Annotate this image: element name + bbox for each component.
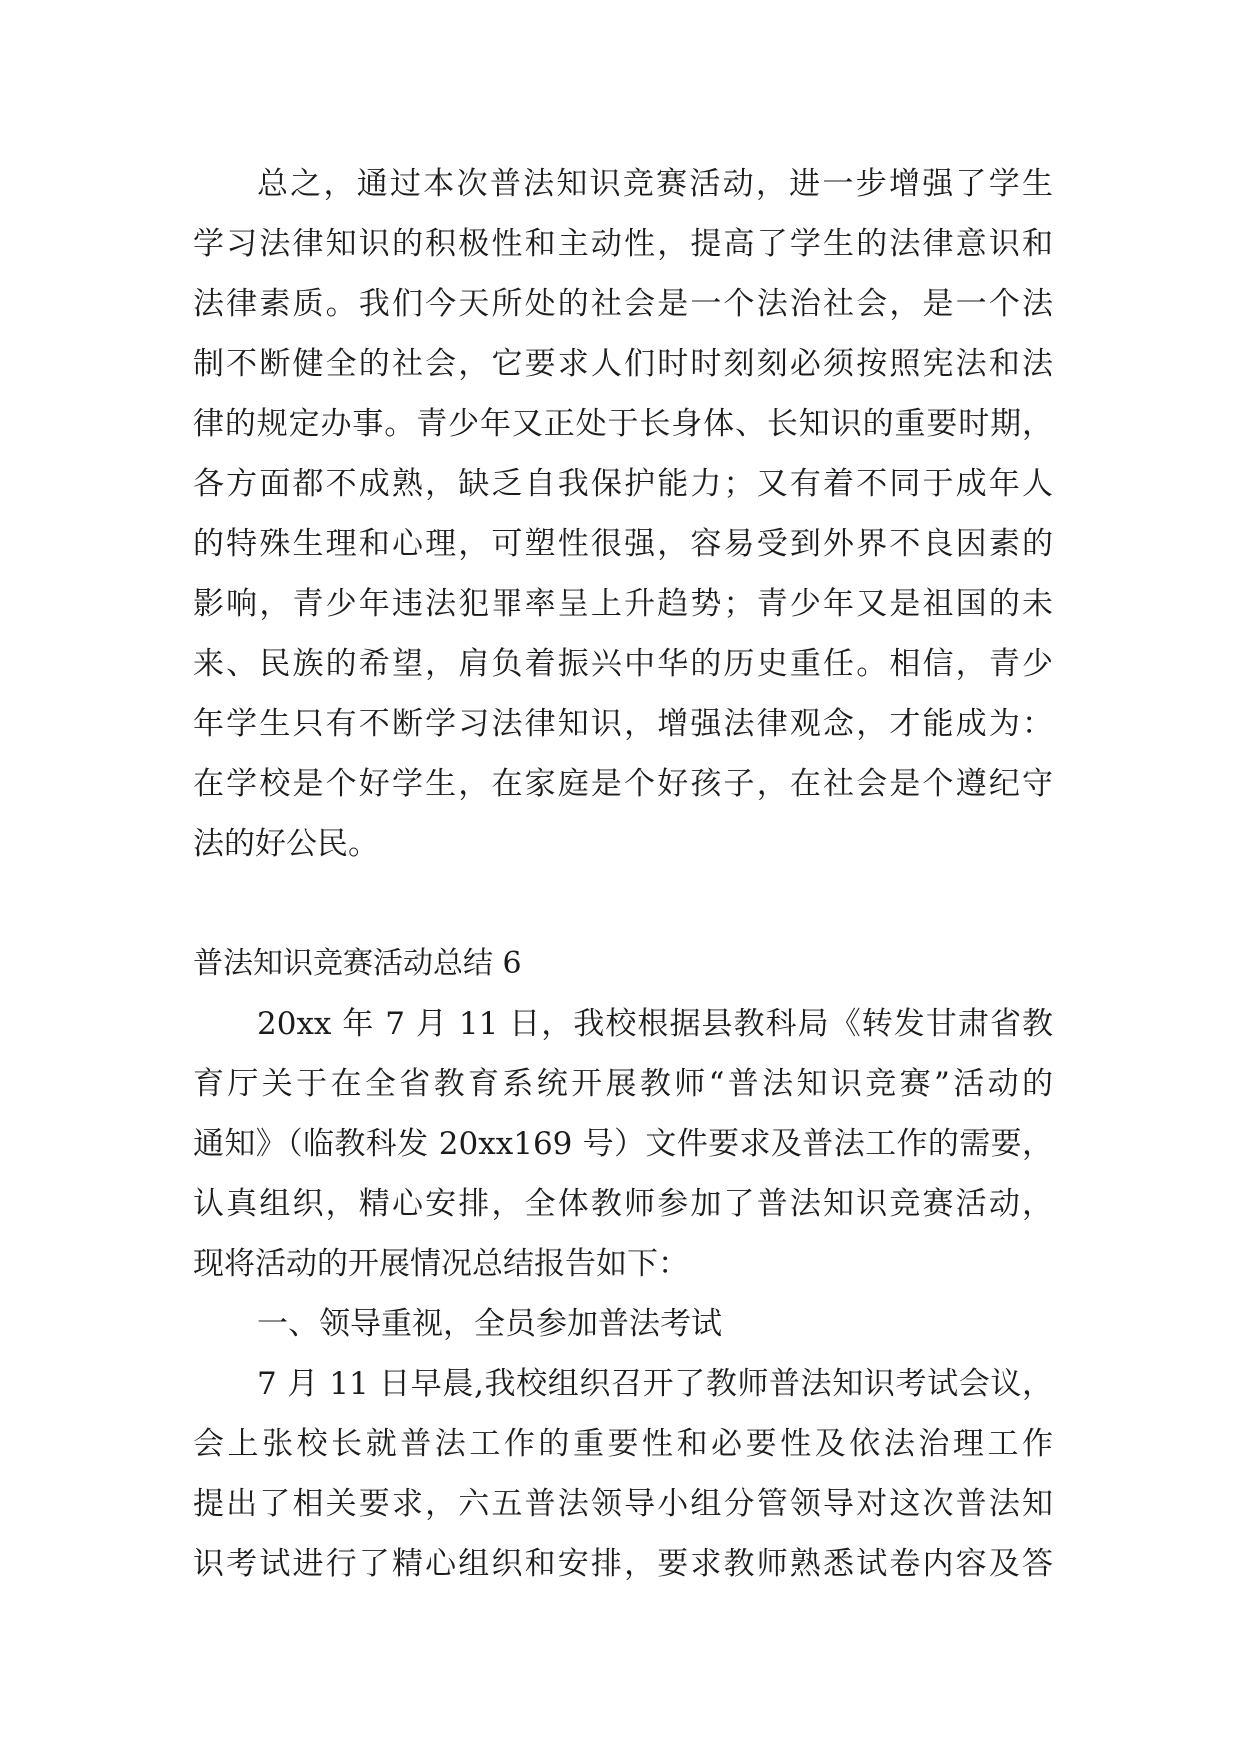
paragraph-line: 影响，青少年违法犯罪率呈上升趋势；青少年又是祖国的未 <box>193 586 1053 622</box>
paragraph-line: 年学生只有不断学习法律知识，增强法律观念，才能成为： <box>193 706 1053 742</box>
paragraph-line: 会上张校长就普法工作的重要性和必要性及依法治理工作 <box>193 1426 1053 1462</box>
paragraph-line: 各方面都不成熟，缺乏自我保护能力；又有着不同于成年人 <box>193 466 1053 502</box>
paragraph-line: 育厅关于在全省教育系统开展教师“普法知识竞赛”活动的 <box>193 1066 1053 1102</box>
paragraph-line: 在学校是个好学生，在家庭是个好孩子，在社会是个遵纪守 <box>193 766 1053 802</box>
paragraph-line: 认真组织，精心安排，全体教师参加了普法知识竞赛活动， <box>193 1186 1053 1222</box>
paragraph-line: 识考试进行了精心组织和安排，要求教师熟悉试卷内容及答 <box>193 1546 1053 1582</box>
paragraph-line: 的特殊生理和心理，可塑性很强，容易受到外界不良因素的 <box>193 526 1053 562</box>
paragraph-line: 7 月 11 日早晨,我校组织召开了教师普法知识考试会议， <box>257 1366 1053 1402</box>
paragraph-line: 律的规定办事。青少年又正处于长身体、长知识的重要时期， <box>193 406 1053 442</box>
paragraph-line: 法律素质。我们今天所处的社会是一个法治社会，是一个法 <box>193 286 1053 322</box>
paragraph-line: 法的好公民。 <box>193 826 379 862</box>
section-title: 普法知识竞赛活动总结 6 <box>193 946 522 981</box>
paragraph-line: 总之，通过本次普法知识竞赛活动，进一步增强了学生 <box>257 166 1053 202</box>
paragraph-line: 通知》（临教科发 20xx169 号）文件要求及普法工作的需要， <box>193 1126 1053 1162</box>
paragraph-line: 提出了相关要求，六五普法领导小组分管领导对这次普法知 <box>193 1486 1053 1522</box>
paragraph-line: 20xx 年 7 月 11 日，我校根据县教科局《转发甘肃省教 <box>257 1006 1053 1042</box>
subheading: 一、领导重视，全员参加普法考试 <box>257 1306 722 1342</box>
paragraph-line: 来、民族的希望，肩负着振兴中华的历史重任。相信，青少 <box>193 646 1053 682</box>
paragraph-line: 制不断健全的社会，它要求人们时时刻刻必须按照宪法和法 <box>193 346 1053 382</box>
paragraph-line: 现将活动的开展情况总结报告如下： <box>193 1246 689 1282</box>
paragraph-line: 学习法律知识的积极性和主动性，提高了学生的法律意识和 <box>193 226 1053 262</box>
